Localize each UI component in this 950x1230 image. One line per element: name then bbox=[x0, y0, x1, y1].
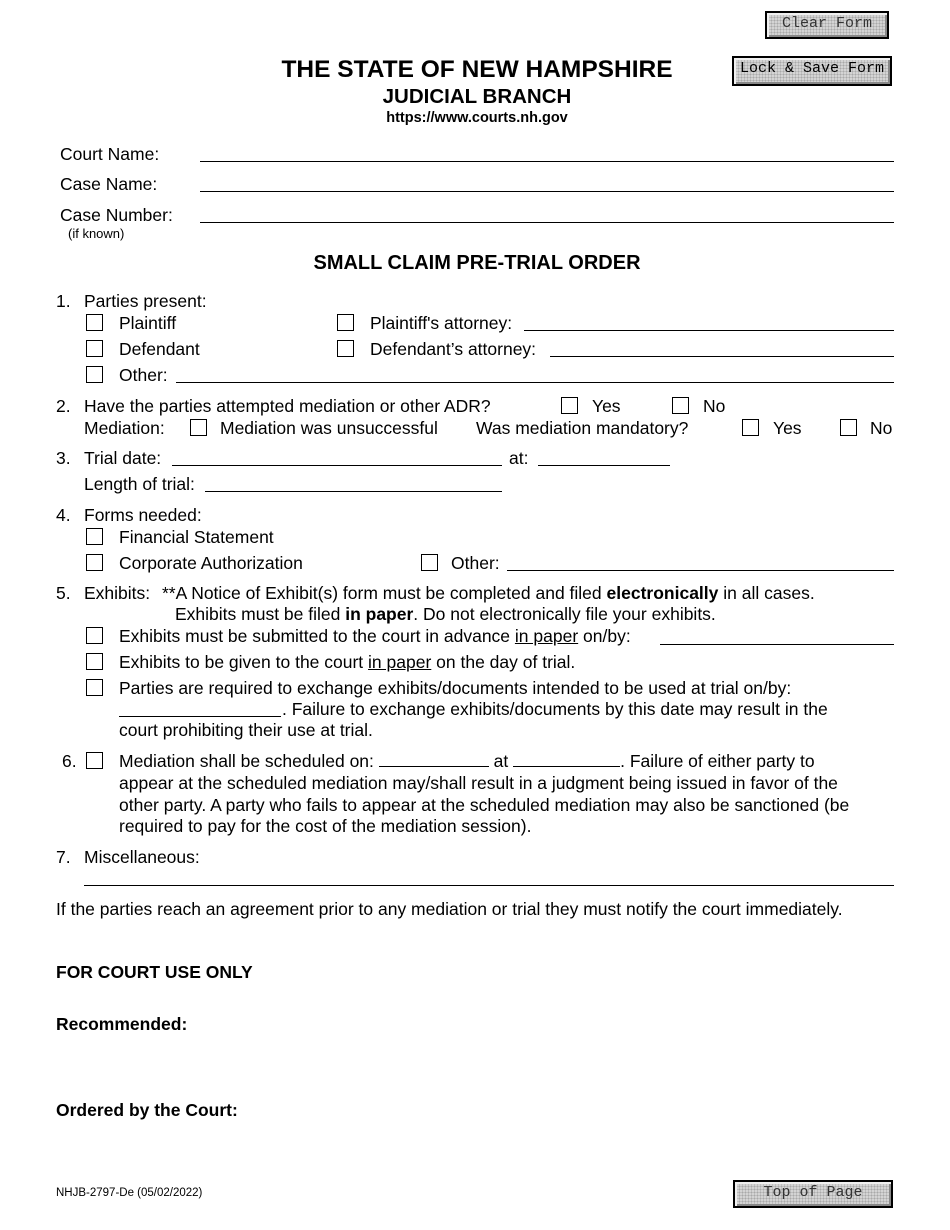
paper-note-text: Exhibits must be filed bbox=[175, 604, 346, 624]
agreement-note: If the parties reach an agreement prior to any mediation or trial they must notify the court immediately. bbox=[56, 899, 843, 919]
other-form-field[interactable] bbox=[507, 570, 894, 571]
plaintiff-label: Plaintiff bbox=[119, 313, 177, 333]
trial-time-field[interactable] bbox=[538, 465, 670, 466]
top-of-page-button[interactable]: Top of Page bbox=[733, 1180, 893, 1208]
mediation-scheduled-line1 bbox=[119, 751, 815, 772]
defendant-attorney-checkbox[interactable] bbox=[337, 340, 354, 357]
mediation-time-field[interactable] bbox=[513, 752, 620, 767]
section-2-number: 2. bbox=[56, 396, 71, 416]
clear-form-button[interactable]: Clear Form bbox=[765, 11, 889, 39]
other-party-label: Other: bbox=[119, 365, 168, 385]
adr-yes-label: Yes bbox=[592, 396, 621, 416]
plaintiff-checkbox[interactable] bbox=[86, 314, 103, 331]
exhibits-advance-checkbox[interactable] bbox=[86, 627, 103, 644]
exhibits-exchange-line2: . Failure to exchange exhibits/documents by this date may result in the bbox=[282, 699, 828, 719]
case-number-label: Case Number: bbox=[60, 205, 173, 225]
trial-length-field[interactable] bbox=[205, 491, 502, 492]
advance-text: Exhibits must be submitted to the court in advance bbox=[119, 626, 515, 646]
corporate-authorization-label: Corporate Authorization bbox=[119, 553, 303, 573]
mandatory-no-checkbox[interactable] bbox=[840, 419, 857, 436]
paper-note-text-end: . Do not electronically file your exhibits. bbox=[413, 604, 716, 624]
exhibits-notice bbox=[162, 583, 815, 604]
adr-no-checkbox[interactable] bbox=[672, 397, 689, 414]
trial-day-text: Exhibits to be given to the court bbox=[119, 652, 369, 672]
exhibits-trial-day-label bbox=[119, 652, 575, 673]
branch-title: JUDICIAL BRANCH bbox=[382, 85, 572, 108]
section-5-number: 5. bbox=[56, 583, 71, 603]
advance-text-end: on/by: bbox=[578, 626, 631, 646]
exhibits-exchange-date-field[interactable] bbox=[119, 716, 281, 717]
section-1-title: Parties present: bbox=[84, 291, 207, 311]
mediation-unsuccessful-label: Mediation was unsuccessful bbox=[220, 418, 438, 438]
exhibits-exchange-line3: court prohibiting their use at trial. bbox=[119, 720, 373, 740]
financial-statement-label: Financial Statement bbox=[119, 527, 274, 547]
other-form-label: Other: bbox=[451, 553, 500, 573]
mediation-date-field[interactable] bbox=[379, 752, 489, 767]
miscellaneous-field[interactable] bbox=[84, 885, 894, 886]
other-party-field[interactable] bbox=[176, 382, 894, 383]
case-name-field[interactable] bbox=[200, 191, 894, 192]
adr-no-label: No bbox=[703, 396, 726, 416]
notice-text-end: in all cases. bbox=[718, 583, 815, 603]
trial-time-label: at: bbox=[509, 448, 529, 468]
plaintiff-attorney-checkbox[interactable] bbox=[337, 314, 354, 331]
exhibits-advance-label bbox=[119, 626, 631, 647]
forms-needed-title: Forms needed: bbox=[84, 505, 202, 525]
plaintiff-attorney-label: Plaintiff's attorney: bbox=[370, 313, 513, 333]
mediation-label: Mediation: bbox=[84, 418, 165, 438]
adr-question: Have the parties attempted mediation or other ADR? bbox=[84, 396, 491, 416]
paper-note-bold: in paper bbox=[345, 604, 414, 624]
notice-bold: electronically bbox=[606, 583, 719, 603]
other-form-checkbox[interactable] bbox=[421, 554, 438, 571]
recommended-label: Recommended: bbox=[56, 1014, 188, 1034]
trial-date-field[interactable] bbox=[172, 465, 502, 466]
mandatory-yes-checkbox[interactable] bbox=[742, 419, 759, 436]
trial-date-label: Trial date: bbox=[84, 448, 162, 468]
mediation-failure-text: . Failure of either party to bbox=[620, 751, 815, 771]
section-3-number: 3. bbox=[56, 448, 71, 468]
mediation-scheduled-line4: required to pay for the cost of the mediation session). bbox=[119, 816, 532, 836]
form-id: NHJB-2797-De (05/02/2022) bbox=[56, 1187, 203, 1199]
case-name-label: Case Name: bbox=[60, 174, 158, 194]
defendant-attorney-label: Defendant’s attorney: bbox=[370, 339, 537, 359]
form-title: SMALL CLAIM PRE-TRIAL ORDER bbox=[313, 252, 641, 274]
defendant-attorney-field[interactable] bbox=[550, 356, 894, 357]
lock-save-form-button[interactable]: Lock & Save Form bbox=[732, 56, 892, 86]
court-use-heading: FOR COURT USE ONLY bbox=[56, 962, 253, 982]
mandatory-no-label: No bbox=[870, 418, 893, 438]
mediation-mandatory-question: Was mediation mandatory? bbox=[476, 418, 689, 438]
court-name-label: Court Name: bbox=[60, 144, 160, 164]
exhibits-exchange-checkbox[interactable] bbox=[86, 679, 103, 696]
exhibits-exchange-line1: Parties are required to exchange exhibits/documents intended to be used at trial on/by: bbox=[119, 678, 792, 698]
exhibits-trial-day-checkbox[interactable] bbox=[86, 653, 103, 670]
mediation-scheduled-checkbox[interactable] bbox=[86, 752, 103, 769]
defendant-label: Defendant bbox=[119, 339, 200, 359]
court-name-field[interactable] bbox=[200, 161, 894, 162]
mediation-scheduled-text: Mediation shall be scheduled on: bbox=[119, 751, 379, 771]
plaintiff-attorney-field[interactable] bbox=[524, 330, 894, 331]
miscellaneous-label: Miscellaneous: bbox=[84, 847, 200, 867]
section-1-number: 1. bbox=[56, 291, 71, 311]
ordered-by-court-label: Ordered by the Court: bbox=[56, 1100, 238, 1120]
defendant-checkbox[interactable] bbox=[86, 340, 103, 357]
financial-statement-checkbox[interactable] bbox=[86, 528, 103, 545]
section-6-number: 6. bbox=[62, 751, 77, 771]
section-7-number: 7. bbox=[56, 847, 71, 867]
state-title: THE STATE OF NEW HAMPSHIRE bbox=[281, 56, 673, 83]
courts-url: https://www.courts.nh.gov bbox=[386, 110, 568, 126]
notice-text: **A Notice of Exhibit(s) form must be completed and filed bbox=[162, 583, 607, 603]
trial-day-underline: in paper bbox=[368, 652, 432, 672]
exhibits-paper-note bbox=[175, 604, 716, 625]
other-party-checkbox[interactable] bbox=[86, 366, 103, 383]
mediation-scheduled-line3: other party. A party who fails to appear at the scheduled mediation may also be sanctioned (be bbox=[119, 795, 850, 815]
mediation-scheduled-line2: appear at the scheduled mediation may/shall result in a judgment being issued in favor of the bbox=[119, 773, 838, 793]
mediation-at-text: at bbox=[488, 751, 514, 771]
trial-length-label: Length of trial: bbox=[84, 474, 195, 494]
advance-underline: in paper bbox=[514, 626, 579, 646]
if-known-note: (if known) bbox=[68, 226, 125, 241]
corporate-authorization-checkbox[interactable] bbox=[86, 554, 103, 571]
mandatory-yes-label: Yes bbox=[773, 418, 802, 438]
exhibits-label: Exhibits: bbox=[84, 583, 151, 603]
section-4-number: 4. bbox=[56, 505, 71, 525]
case-number-field[interactable] bbox=[200, 222, 894, 223]
adr-yes-checkbox[interactable] bbox=[561, 397, 578, 414]
mediation-unsuccessful-checkbox[interactable] bbox=[190, 419, 207, 436]
trial-day-text-end: on the day of trial. bbox=[431, 652, 576, 672]
exhibits-advance-date-field[interactable] bbox=[660, 644, 894, 645]
